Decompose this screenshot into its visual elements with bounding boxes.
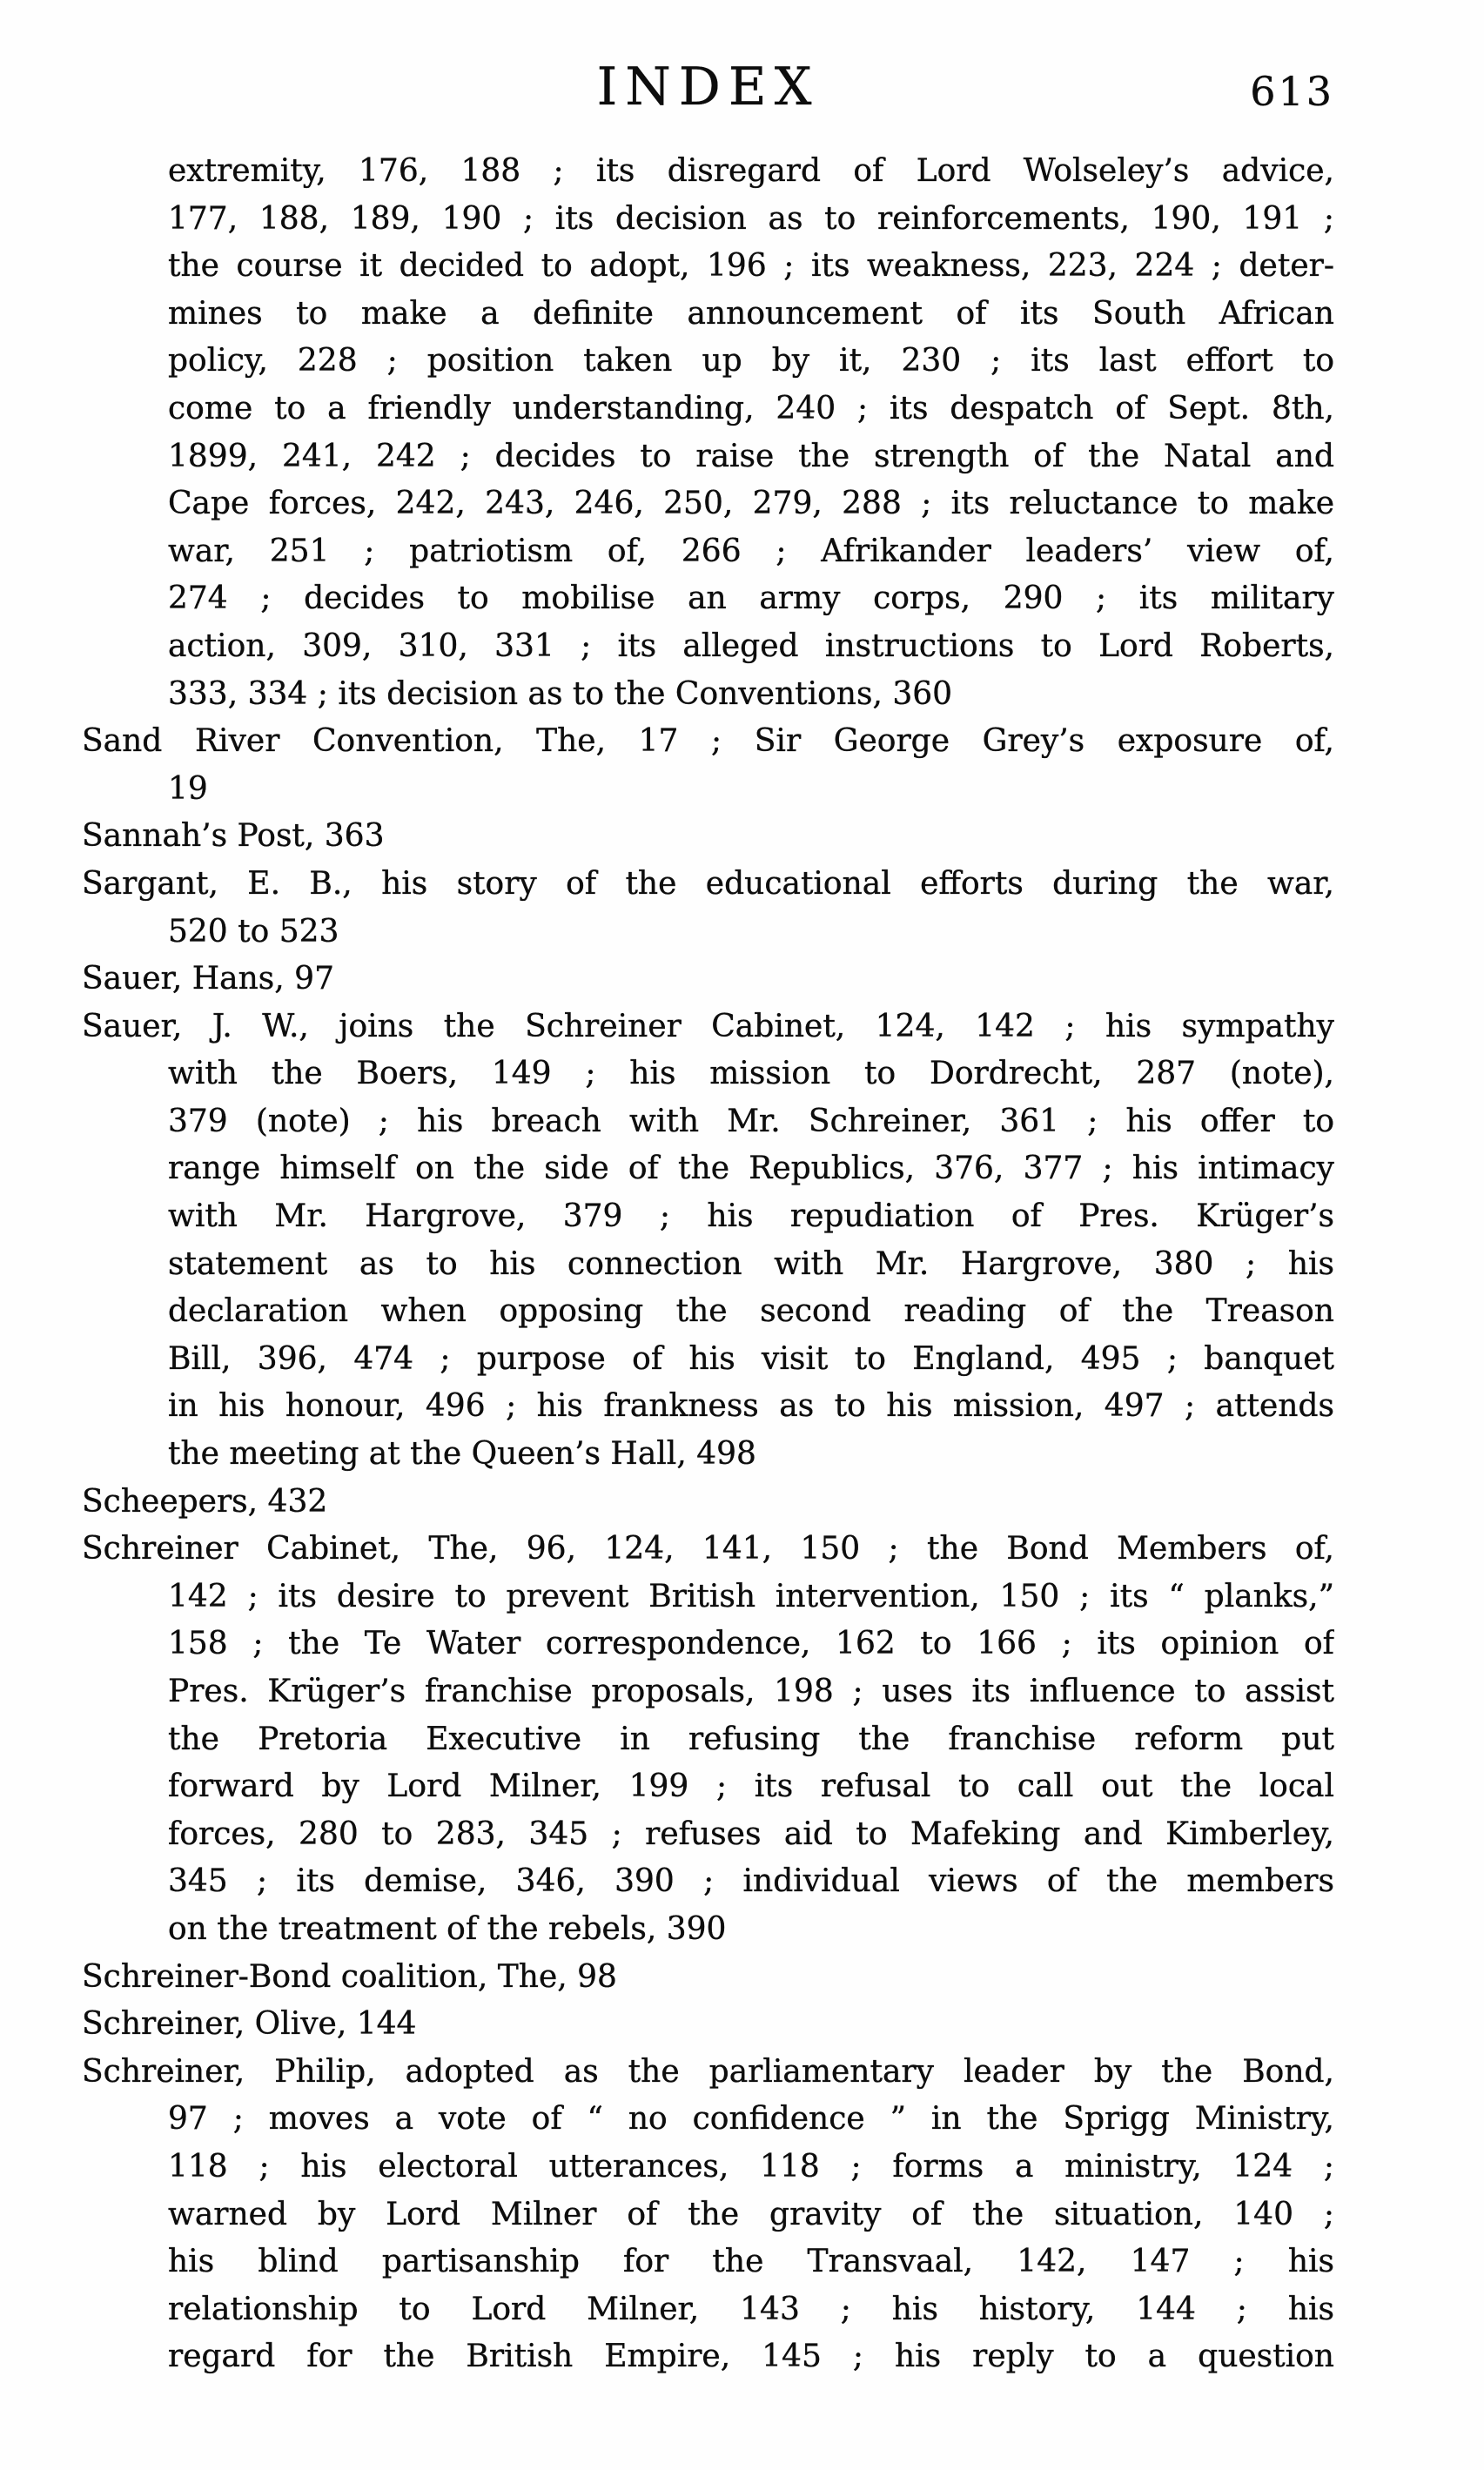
index-line: Schreiner Cabinet, The, 96, 124, 141, 150 ; the Bond Members of,: [82, 1531, 1334, 1567]
index-line: Cape forces, 242, 243, 246, 250, 279, 288 ; its reluctance to make: [168, 486, 1334, 522]
index-line: the course it decided to adopt, 196 ; its weakness, 223, 224 ; deter-: [168, 248, 1334, 285]
index-line: policy, 228 ; position taken up by it, 230 ; its last effort to: [168, 343, 1334, 379]
page-header: [82, 0, 1334, 139]
index-line: 19: [168, 770, 208, 807]
index-line: Sauer, Hans, 97: [82, 961, 334, 997]
index-line: Schreiner, Philip, adopted as the parliamentary leader by the Bond,: [82, 2053, 1334, 2090]
page-number: 613: [1250, 68, 1334, 115]
index-line: regard for the British Empire, 145 ; his reply to a question: [168, 2339, 1334, 2375]
index-line: warned by Lord Milner of the gravity of the situation, 140 ;: [168, 2196, 1334, 2232]
index-line: extremity, 176, 188 ; its disregard of Lord Wolseley’s advice,: [168, 153, 1334, 189]
index-line: range himself on the side of the Republics, 376, 377 ; his intimacy: [168, 1151, 1334, 1187]
index-line: Bill, 396, 474 ; purpose of his visit to England, 495 ; banquet: [168, 1340, 1334, 1377]
index-line: Sargant, E. B., his story of the educational efforts during the war,: [82, 865, 1334, 902]
index-line: 274 ; decides to mobilise an army corps, 290 ; its military: [168, 581, 1334, 617]
index-line: 333, 334 ; its decision as to the Conventions, 360: [168, 675, 953, 712]
index-line: Sand River Convention, The, 17 ; Sir George Grey’s exposure of,: [82, 723, 1334, 760]
index-line: 345 ; its demise, 346, 390 ; individual views of the members: [168, 1863, 1334, 1900]
index-line: with Mr. Hargrove, 379 ; his repudiation of Pres. Krüger’s: [168, 1198, 1334, 1235]
index-line: 177, 188, 189, 190 ; its decision as to reinforcements, 190, 191 ;: [168, 200, 1334, 237]
index-line: relationship to Lord Milner, 143 ; his history, 144 ; his: [168, 2291, 1334, 2327]
index-line: 379 (note) ; his breach with Mr. Schreiner, 361 ; his offer to: [168, 1103, 1334, 1139]
index-body: [82, 148, 1334, 2381]
index-line: war, 251 ; patriotism of, 266 ; Afrikander leaders’ view of,: [168, 533, 1334, 569]
index-line: 158 ; the Te Water correspondence, 162 to 166 ; its opinion of: [168, 1626, 1334, 1662]
index-line: Pres. Krüger’s franchise proposals, 198 ; uses its influence to assist: [168, 1674, 1334, 1709]
index-line: action, 309, 310, 331 ; its alleged instructions to Lord Roberts,: [168, 628, 1334, 664]
index-line: with the Boers, 149 ; his mission to Dordrecht, 287 (note),: [168, 1056, 1334, 1092]
index-line: forces, 280 to 283, 345 ; refuses aid to Mafeking and Kimberley,: [168, 1816, 1334, 1852]
index-line: Sauer, J. W., joins the Schreiner Cabinet, 124, 142 ; his sympathy: [82, 1008, 1334, 1044]
index-line: 520 to 523: [168, 913, 339, 950]
index-line: Scheepers, 432: [82, 1483, 328, 1520]
index-line: mines to make a definite announcement of its South African: [168, 295, 1334, 332]
index-line: 97 ; moves a vote of “ no confidence ” in the Sprigg Ministry,: [168, 2101, 1334, 2138]
index-line: 1899, 241, 242 ; decides to raise the strength of the Natal and: [168, 438, 1334, 474]
index-line: forward by Lord Milner, 199 ; its refusal to call out the local: [168, 1769, 1334, 1805]
index-line: in his honour, 496 ; his frankness as to his mission, 497 ; attends: [168, 1388, 1334, 1425]
index-line: the Pretoria Executive in refusing the franchise reform put: [168, 1721, 1334, 1757]
index-line: come to a friendly understanding, 240 ; its despatch of Sept. 8th,: [168, 390, 1334, 426]
index-line: declaration when opposing the second reading of the Treason: [168, 1293, 1334, 1330]
index-line: 118 ; his electoral utterances, 118 ; forms a ministry, 124 ;: [168, 2148, 1334, 2185]
index-line: Sannah’s Post, 363: [82, 818, 385, 855]
index-line: Schreiner-Bond coalition, The, 98: [82, 1958, 617, 1995]
index-line: Schreiner, Olive, 144: [82, 2006, 417, 2043]
index-line: statement as to his connection with Mr. Hargrove, 380 ; his: [168, 1245, 1334, 1282]
index-line: 142 ; its desire to prevent British intervention, 150 ; its “ planks,”: [168, 1578, 1334, 1614]
index-line: the meeting at the Queen’s Hall, 498: [168, 1436, 756, 1473]
page-title: INDEX: [596, 57, 820, 117]
index-line: on the treatment of the rebels, 390: [168, 1910, 727, 1947]
index-line: his blind partisanship for the Transvaal, 142, 147 ; his: [168, 2244, 1334, 2280]
